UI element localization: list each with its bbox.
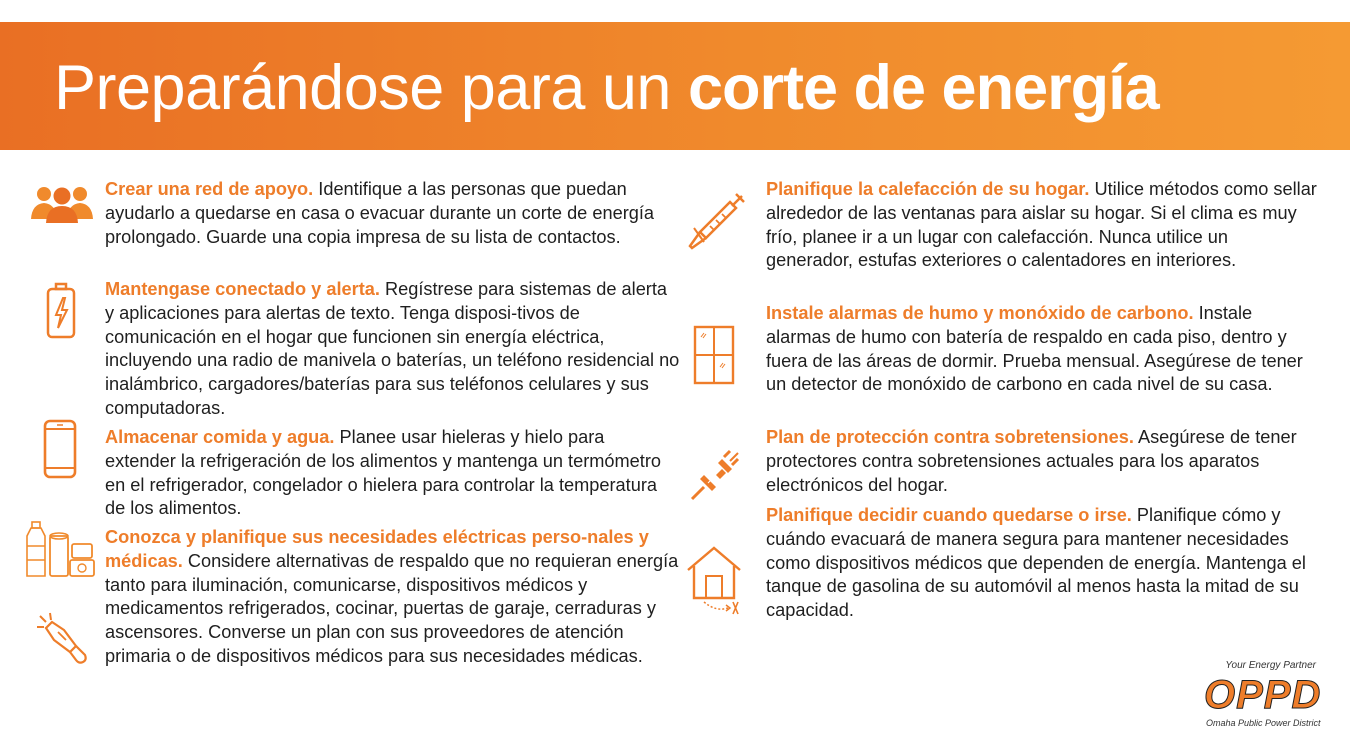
tip-smoke-alarms: Instale alarmas de humo y monóxido de carbono. Instale alarmas de humo con batería de respaldo en cada piso, dentro y fuera de las áreas de dormir. Prueba mensual. Asegúrese de tener un detector de monóxido de carbono en cada nivel de su casa. [766,303,1303,395]
tip-stay-connected: Mantengase conectado y alerta. Regístrese para sistemas de alerta y aplicaciones para alertas de texto. Tenga disposi-tivos de comunicación en el hogar que funcionen sin energía eléctrica, incluyendo una radio de manivela o baterías, un teléfono residencial no inalámbrico, cargadores/baterías para sus teléfonos celulares y sus computadoras. [105,279,680,418]
house-evacuate-icon [686,546,744,618]
plug-icon [690,449,742,501]
phone-icon [42,418,78,480]
tip-electrical-needs: Conozca y planifique sus necesidades eléctricas perso-nales y médicas. Considere alternativas de respaldo que no requieran energía tanto para iluminación, comunicarse, dispositivos médicos y medicamentos refrigerados, cocinar, puertas de garaje, cerraduras y ascensores. Converse un plan con sus proveedores de atención primaria o de dispositivos médicos para sus necesidades médicas. [105,527,679,666]
tip-heating: Planifique la calefacción de su hogar. Utilice métodos como sellar alrededor de las ventanas para aislar su hogar. Si el clima es muy frío, planee ir a un lugar con calefacción. Nunca utilice un generador, estufas exteriores o calentadores en interiores. [766,179,1317,271]
page-title: Preparándose para un corte de energía [54,53,1159,123]
food-supplies-icon [26,520,96,580]
caulk-gun-icon [686,192,746,252]
battery-icon [45,282,77,340]
tip-stay-or-go: Planifique decidir cuando quedarse o irse. Planifique cómo y cuándo evacuará de manera segura para mantener necesidades como dispositivos médicos que dependen de energía. Mantenga el tanque de gasolina de su automóvil al menos hasta la mitad de su capacidad. [766,505,1306,621]
title-banner [0,22,1350,150]
oppd-logo: Your Energy Partner OPPD Omaha Public Power District [1204,660,1322,728]
flashlight-icon [36,612,88,666]
people-icon [30,183,94,223]
tip-food-water: Almacenar comida y agua. Planee usar hieleras y hielo para extender la refrigeración de los alimentos y mantenga un termómetro en el refrigerador, congelador o hielera para controlar la temperatura de los alimentos. [105,427,662,519]
tip-support-network: Crear una red de apoyo. Identifique a las personas que puedan ayudarlo a quedarse en casa o evacuar durante un corte de energía prolongado. Guarde una copia impresa de su lista de contactos. [105,179,655,247]
window-icon [693,325,735,385]
tip-surge-protection: Plan de protección contra sobretensiones. Asegúrese de tener protectores contra sobretensiones actuales para los aparatos electrónicos del hogar. [766,427,1297,495]
